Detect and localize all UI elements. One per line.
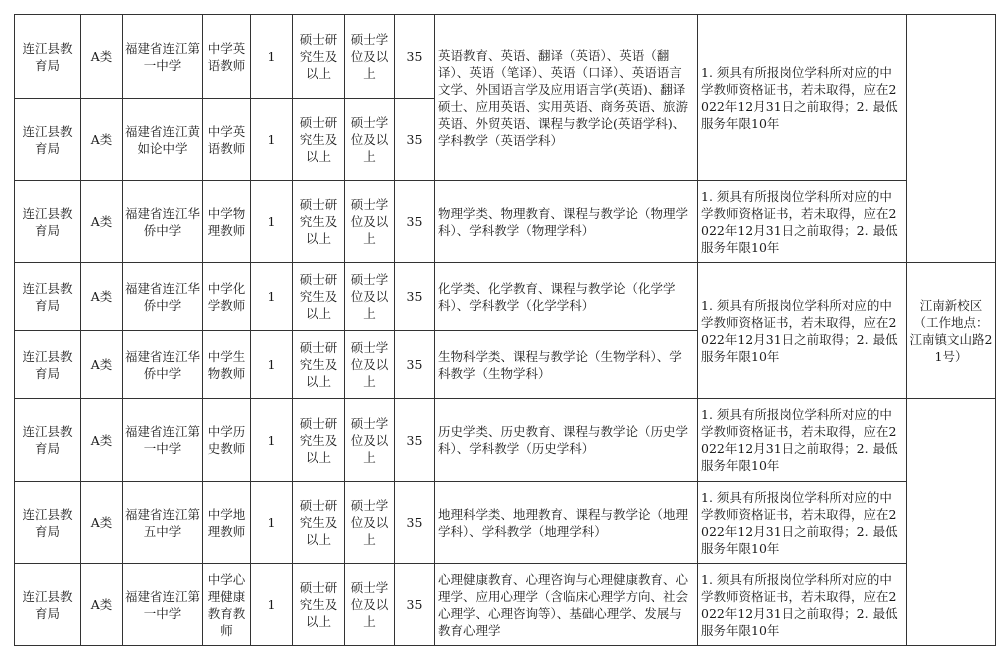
- degree-cell: 硕士学位及以上: [345, 482, 395, 564]
- category-cell: A类: [81, 482, 123, 564]
- major-cell: 物理学类、物理教育、课程与教学论（物理学科）、学科教学（物理学科）: [435, 181, 698, 263]
- count-cell: 1: [251, 181, 293, 263]
- requirement-cell: 1. 须具有所报岗位学科所对应的中学教师资格证书，若未取得，应在2022年12月31日之前取得；2. 最低服务年限10年: [698, 181, 907, 263]
- age-cell: 35: [395, 331, 435, 399]
- education-cell: 硕士研究生及以上: [293, 564, 345, 646]
- table-row: [15, 564, 996, 646]
- school-cell: 福建省连江第一中学: [123, 399, 203, 482]
- major-cell: 地理科学类、地理教育、课程与教学论（地理学科）、学科教学（地理学科）: [435, 482, 698, 564]
- category-cell: A类: [81, 399, 123, 482]
- education-cell: 硕士研究生及以上: [293, 181, 345, 263]
- age-cell: 35: [395, 99, 435, 181]
- english-major-cell: 英语教育、英语、翻译（英语）、英语（翻译）、英语（笔译）、英语（口译）、英语语言文学、外国语言学及应用语言学(英语)、翻译硕士、应用英语、实用英语、商务英语、旅游英语、外贸英语、课程与教学论(英语学科)、学科教学（英语学科）: [435, 15, 698, 181]
- count-cell: 1: [251, 399, 293, 482]
- category-cell: A类: [81, 99, 123, 181]
- education-cell: 硕士研究生及以上: [293, 482, 345, 564]
- remark-cell-upper: [907, 15, 996, 263]
- count-cell: 1: [251, 331, 293, 399]
- requirement-cell: 1. 须具有所报岗位学科所对应的中学教师资格证书，若未取得，应在2022年12月31日之前取得；2. 最低服务年限10年: [698, 399, 907, 482]
- post-cell: 中学物理教师: [203, 181, 251, 263]
- education-cell: 硕士研究生及以上: [293, 99, 345, 181]
- recruitment-table: [14, 14, 996, 646]
- post-cell: 中学英语教师: [203, 99, 251, 181]
- table-row: [15, 399, 996, 482]
- post-cell: 中学心理健康教育教师: [203, 564, 251, 646]
- major-cell: 生物科学类、课程与教学论（生物学科）、学科教学（生物学科）: [435, 331, 698, 399]
- major-cell: 历史学类、历史教育、课程与教学论（历史学科）、学科教学（历史学科）: [435, 399, 698, 482]
- count-cell: 1: [251, 482, 293, 564]
- dept-cell: 连江县教育局: [15, 564, 81, 646]
- table-row: [15, 482, 996, 564]
- degree-cell: 硕士学位及以上: [345, 331, 395, 399]
- table-row: [15, 15, 996, 99]
- age-cell: 35: [395, 181, 435, 263]
- age-cell: 35: [395, 263, 435, 331]
- category-cell: A类: [81, 263, 123, 331]
- education-cell: 硕士研究生及以上: [293, 263, 345, 331]
- dept-cell: 连江县教育局: [15, 181, 81, 263]
- count-cell: 1: [251, 564, 293, 646]
- education-cell: 硕士研究生及以上: [293, 399, 345, 482]
- age-cell: 35: [395, 15, 435, 99]
- post-cell: 中学化学教师: [203, 263, 251, 331]
- dept-cell: 连江县教育局: [15, 99, 81, 181]
- age-cell: 35: [395, 564, 435, 646]
- age-cell: 35: [395, 482, 435, 564]
- school-cell: 福建省连江华侨中学: [123, 263, 203, 331]
- remark-cell-lower: [907, 399, 996, 646]
- dept-cell: 连江县教育局: [15, 15, 81, 99]
- major-cell: 心理健康教育、心理咨询与心理健康教育、心理学、应用心理学（含临床心理学方向、社会心理学、心理咨询等）、基础心理学、发展与教育心理学: [435, 564, 698, 646]
- degree-cell: 硕士学位及以上: [345, 15, 395, 99]
- count-cell: 1: [251, 15, 293, 99]
- count-cell: 1: [251, 263, 293, 331]
- major-cell: 化学类、化学教育、课程与教学论（化学学科）、学科教学（化学学科）: [435, 263, 698, 331]
- post-cell: 中学生物教师: [203, 331, 251, 399]
- school-cell: 福建省连江第一中学: [123, 15, 203, 99]
- school-cell: 福建省连江华侨中学: [123, 181, 203, 263]
- degree-cell: 硕士学位及以上: [345, 399, 395, 482]
- degree-cell: 硕士学位及以上: [345, 99, 395, 181]
- education-cell: 硕士研究生及以上: [293, 15, 345, 99]
- degree-cell: 硕士学位及以上: [345, 263, 395, 331]
- requirement-cell: 1. 须具有所报岗位学科所对应的中学教师资格证书，若未取得，应在2022年12月31日之前取得；2. 最低服务年限10年: [698, 482, 907, 564]
- school-cell: 福建省连江华侨中学: [123, 331, 203, 399]
- category-cell: A类: [81, 181, 123, 263]
- count-cell: 1: [251, 99, 293, 181]
- dept-cell: 连江县教育局: [15, 331, 81, 399]
- degree-cell: 硕士学位及以上: [345, 564, 395, 646]
- school-cell: 福建省连江第五中学: [123, 482, 203, 564]
- degree-cell: 硕士学位及以上: [345, 181, 395, 263]
- dept-cell: 连江县教育局: [15, 482, 81, 564]
- requirement-cell: 1. 须具有所报岗位学科所对应的中学教师资格证书，若未取得，应在2022年12月31日之前取得；2. 最低服务年限10年: [698, 564, 907, 646]
- english-requirement-cell: 1. 须具有所报岗位学科所对应的中学教师资格证书，若未取得，应在2022年12月31日之前取得；2. 最低服务年限10年: [698, 15, 907, 181]
- post-cell: 中学历史教师: [203, 399, 251, 482]
- post-cell: 中学地理教师: [203, 482, 251, 564]
- dept-cell: 连江县教育局: [15, 399, 81, 482]
- post-cell: 中学英语教师: [203, 15, 251, 99]
- category-cell: A类: [81, 15, 123, 99]
- table-row: [15, 181, 996, 263]
- category-cell: A类: [81, 331, 123, 399]
- table-row: [15, 263, 996, 331]
- age-cell: 35: [395, 399, 435, 482]
- dept-cell: 连江县教育局: [15, 263, 81, 331]
- category-cell: A类: [81, 564, 123, 646]
- school-cell: 福建省连江第一中学: [123, 564, 203, 646]
- school-cell: 福建省连江黄如论中学: [123, 99, 203, 181]
- chem-bio-requirement-cell: 1. 须具有所报岗位学科所对应的中学教师资格证书，若未取得，应在2022年12月31日之前取得；2. 最低服务年限10年: [698, 263, 907, 399]
- education-cell: 硕士研究生及以上: [293, 331, 345, 399]
- remark-cell: 江南新校区（工作地点：江南镇文山路21号）: [907, 263, 996, 399]
